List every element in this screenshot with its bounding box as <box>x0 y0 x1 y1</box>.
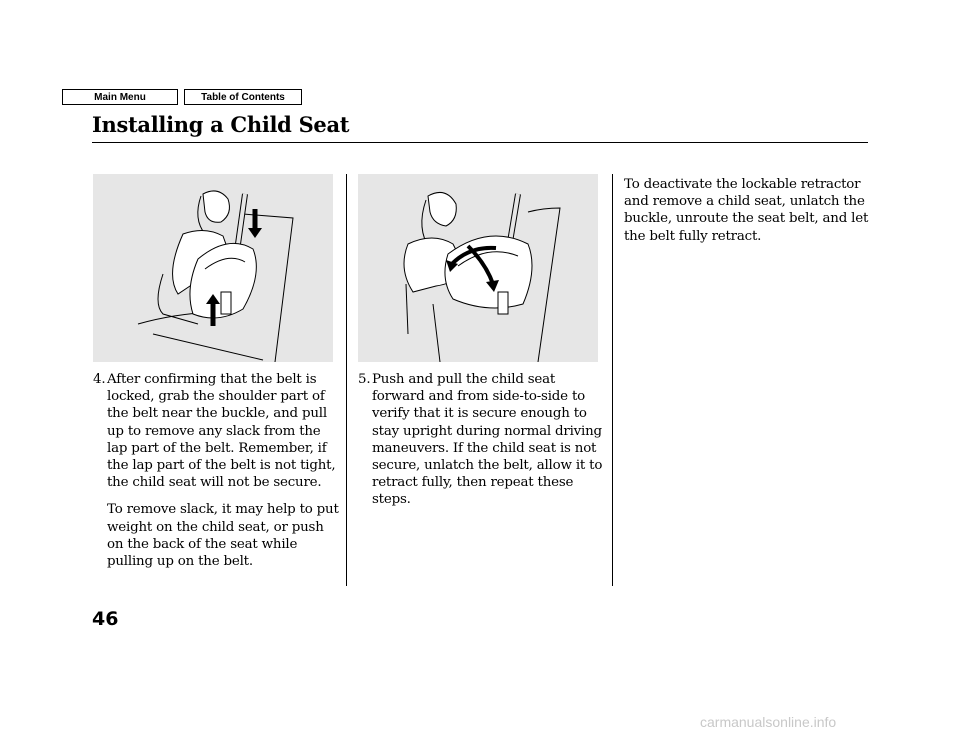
column-divider-2 <box>612 174 613 586</box>
figure-child-seat-push-pull <box>358 174 598 362</box>
child-seat-lap-belt-illustration <box>93 174 333 362</box>
column-3-text: To deactivate the lockable retractor and remove a child seat, unlatch the buckle, unroute the seat belt, and let the belt fully retract. <box>624 177 869 244</box>
step-number: 5. <box>358 372 371 387</box>
title-rule <box>92 142 868 143</box>
column-divider-1 <box>346 174 347 586</box>
figure-child-seat-belt-slack <box>93 174 333 362</box>
column-2-text <box>358 371 608 509</box>
step-4-note: To remove slack, it may help to put weight on the child seat, or push on the back of the seat while pulling up on the belt. <box>107 502 339 570</box>
page-number: 46 <box>92 608 119 630</box>
step-text: Push and pull the child seat forward and from side-to-side to verify that it is secure enough to stay upright during normal driving maneuvers. If the child seat is not secure, unlatch the belt, allow it to retract fully, then repeat these steps. <box>372 372 603 508</box>
table-of-contents-button[interactable]: Table of Contents <box>184 89 302 105</box>
step-4 <box>93 371 343 491</box>
step-number: 4. <box>93 372 106 387</box>
child-seat-push-pull-illustration <box>358 174 598 362</box>
step-5 <box>358 371 608 509</box>
page-title: Installing a Child Seat <box>92 112 350 137</box>
main-menu-button[interactable]: Main Menu <box>62 89 178 105</box>
watermark: carmanualsonline.info <box>700 714 837 730</box>
column-1-text <box>93 371 343 570</box>
step-text: After confirming that the belt is locked, grab the shoulder part of the belt near the buckle, and pull up to remove any slack from the lap part of the belt. Remember, if the lap part of the belt is not tight, the child seat will not be secure. <box>107 372 336 491</box>
